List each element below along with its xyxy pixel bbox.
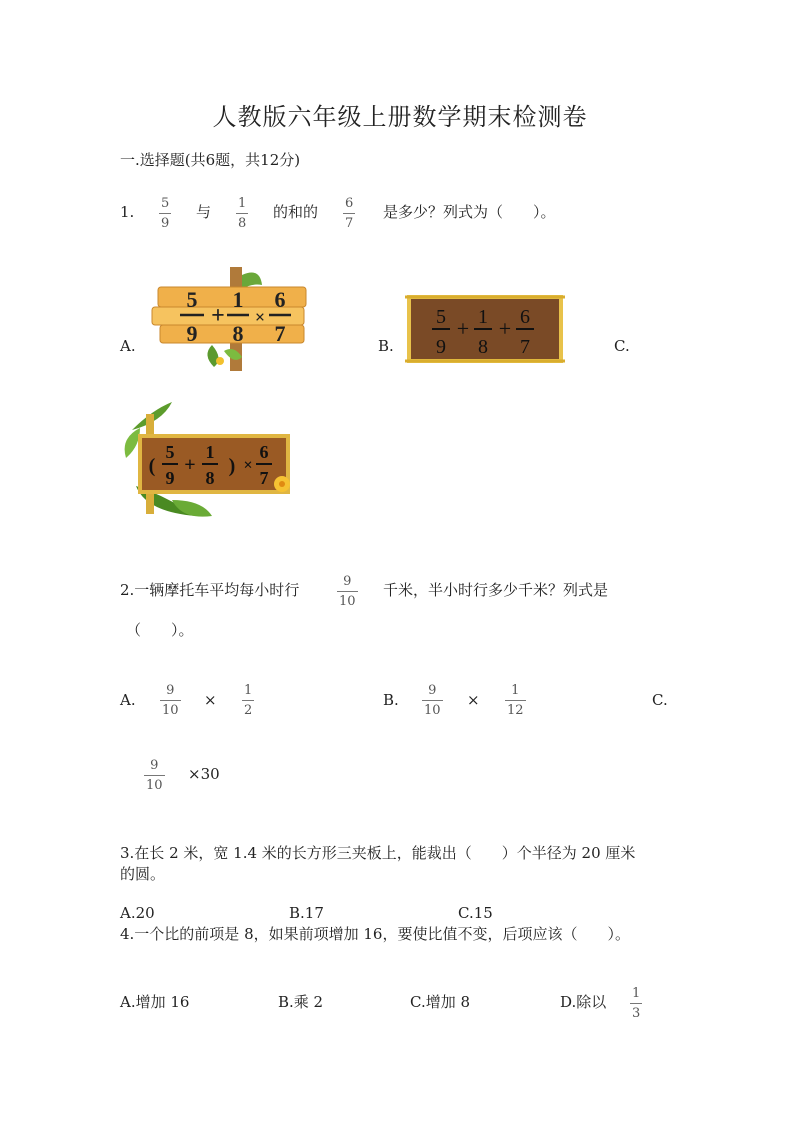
q1-fraction-2 — [236, 196, 248, 231]
q2-option-b-label: B. — [383, 691, 399, 709]
q2-option-a-operator: × — [204, 691, 217, 709]
sign-a-numerator-2: 1 — [232, 287, 244, 312]
q4-option-b: B.乘 2 — [278, 993, 324, 1011]
denominator: 10 — [339, 594, 356, 609]
numerator: 9 — [150, 758, 159, 773]
sign-b-numerator-3: 6 — [520, 306, 530, 328]
q2-option-c-fraction — [144, 758, 165, 793]
denominator: 10 — [424, 703, 441, 718]
numerator: 5 — [161, 196, 170, 211]
q3-line-1: 3.在长 2 米，宽 1.4 米的长方形三夹板上，能裁出（ ）个半径为 20 厘米 — [120, 844, 636, 862]
denominator: 10 — [146, 778, 163, 793]
sign-a-denominator-3: 7 — [274, 321, 286, 346]
q2-option-b-fraction-2 — [505, 683, 526, 718]
q1-option-a-image — [150, 265, 310, 373]
sign-c-left-paren: ( — [148, 455, 156, 477]
sign-a-operator-1: + — [211, 303, 225, 329]
denominator: 3 — [632, 1006, 641, 1021]
sign-c-denominator-3: 7 — [259, 468, 269, 488]
sign-b-operator-2: + — [498, 316, 512, 341]
sign-a-denominator-2: 8 — [232, 321, 244, 346]
q2-text-3: （ ）。 — [126, 621, 194, 639]
q2-text-2: 千米，半小时行多少千米？列式是 — [383, 581, 609, 599]
q1-option-c-image — [122, 400, 297, 520]
q1-fraction-3 — [343, 196, 355, 231]
sign-b-denominator-3: 7 — [520, 336, 530, 358]
denominator: 2 — [244, 703, 253, 718]
numerator: 9 — [428, 683, 437, 698]
q4-text: 4.一个比的前项是 8，如果前项增加 16，要使比值不变，后项应该（ ）。 — [120, 925, 630, 943]
numerator: 9 — [166, 683, 175, 698]
numerator: 1 — [511, 683, 520, 698]
q3-line-2: 的圆。 — [120, 865, 166, 883]
sign-b-numerator-2: 1 — [478, 306, 488, 328]
sign-b-denominator-1: 9 — [436, 336, 446, 358]
sign-c-denominator-2: 8 — [205, 468, 215, 488]
q2-option-a-fraction-2 — [242, 683, 254, 718]
q1-option-a-label: A. — [120, 337, 136, 355]
numerator: 6 — [345, 196, 354, 211]
q1-fraction-1 — [159, 196, 171, 231]
q4-option-d: D.除以 — [560, 993, 607, 1011]
numerator: 1 — [244, 683, 253, 698]
q4-option-d-fraction — [630, 986, 642, 1021]
section-heading: 一.选择题(共6题，共12分) — [120, 151, 301, 169]
q2-option-b-operator: × — [467, 691, 480, 709]
q2-option-c-label: C. — [652, 691, 668, 709]
q1-option-c-label: C. — [614, 337, 630, 355]
denominator: 7 — [345, 216, 354, 231]
sign-b-operator-1: + — [456, 316, 470, 341]
numerator: 1 — [238, 196, 247, 211]
q1-word-3: 是多少？列式为（ ）。 — [383, 203, 556, 221]
q3-option-a: A.20 — [120, 904, 155, 922]
q2-text-1: 2.一辆摩托车平均每小时行 — [120, 581, 300, 599]
denominator: 8 — [238, 216, 247, 231]
sign-c-numerator-1: 5 — [165, 442, 175, 462]
sign-b-denominator-2: 8 — [478, 336, 488, 358]
q2-option-a-fraction-1 — [160, 683, 181, 718]
sign-c-operator-2: × — [243, 457, 253, 474]
sign-c-numerator-3: 6 — [259, 442, 269, 462]
sign-b-numerator-1: 5 — [436, 306, 446, 328]
q3-option-b: B.17 — [289, 904, 324, 922]
numerator: 9 — [343, 574, 352, 589]
q1-word-1: 与 — [196, 203, 212, 221]
sign-c-denominator-1: 9 — [165, 468, 175, 488]
page-title: 人教版六年级上册数学期末检测卷 — [212, 103, 588, 131]
q1-option-b-image — [405, 293, 565, 365]
denominator: 9 — [161, 216, 170, 231]
q2-option-c-rest: ×30 — [188, 765, 220, 783]
q1-number: 1. — [120, 203, 135, 221]
sign-c-operator-1: + — [184, 454, 196, 476]
denominator: 10 — [162, 703, 179, 718]
q2-option-b-fraction-1 — [422, 683, 443, 718]
q1-word-2: 的和的 — [273, 203, 319, 221]
sign-a-numerator-3: 6 — [274, 287, 286, 312]
q2-fraction — [337, 574, 358, 609]
sign-a-operator-2: × — [254, 307, 266, 327]
numerator: 1 — [632, 986, 641, 1001]
q1-option-b-label: B. — [378, 337, 394, 355]
sign-c-right-paren: ) — [228, 455, 236, 477]
q4-option-a: A.增加 16 — [120, 993, 190, 1011]
denominator: 12 — [507, 703, 524, 718]
sign-a-numerator-1: 5 — [186, 287, 198, 312]
q4-option-c: C.增加 8 — [410, 993, 471, 1011]
q2-option-a-label: A. — [120, 691, 136, 709]
sign-c-numerator-2: 1 — [205, 442, 215, 462]
sign-a-denominator-1: 9 — [186, 321, 198, 346]
q3-option-c: C.15 — [458, 904, 493, 922]
